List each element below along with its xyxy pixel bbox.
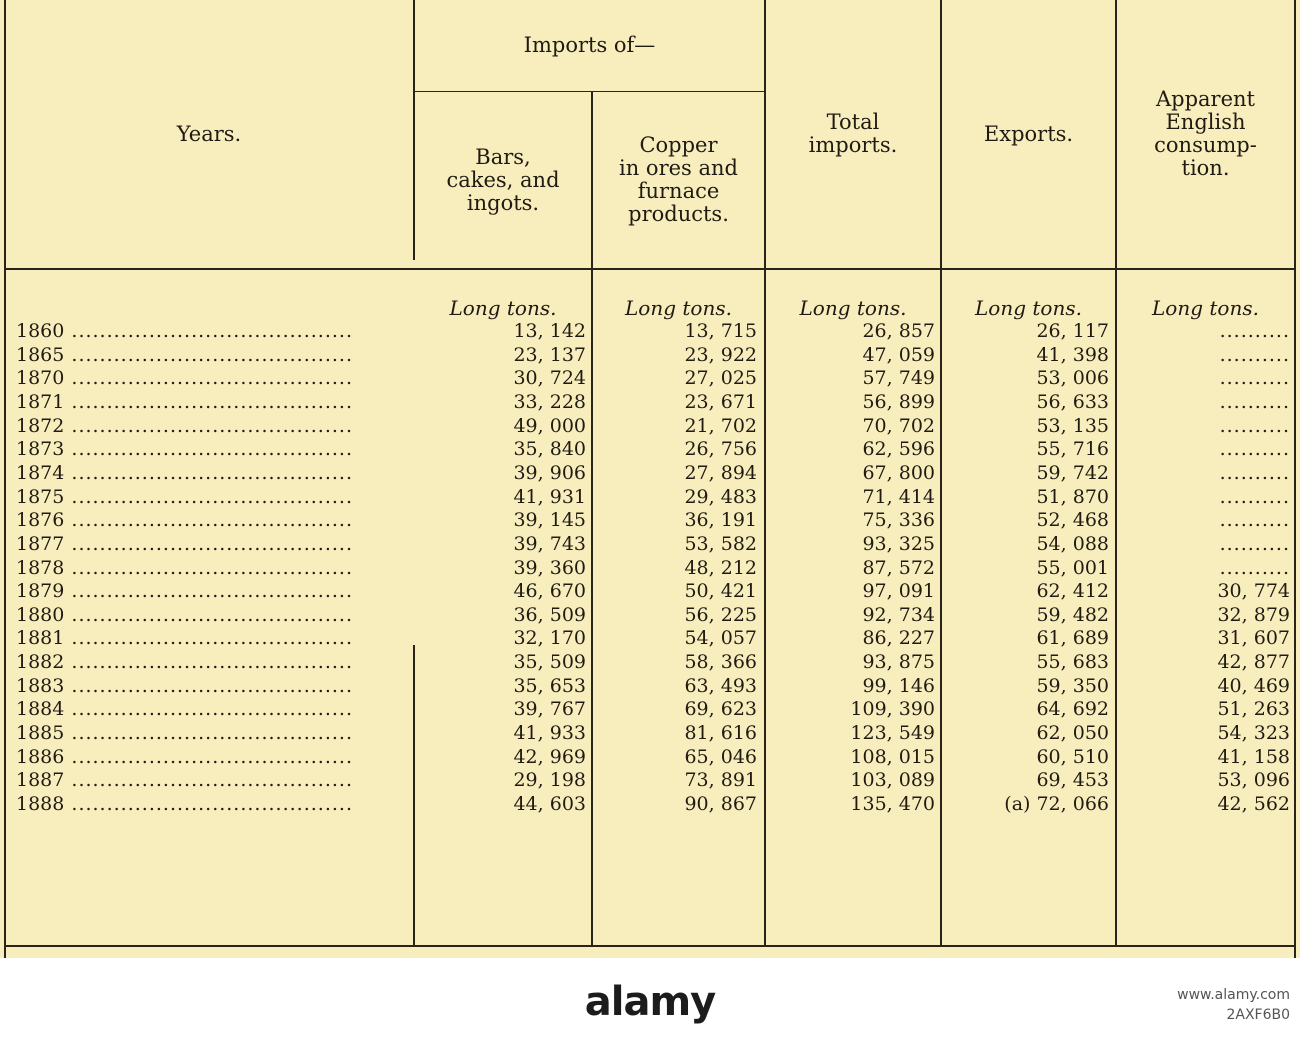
cell-bars: 39, 767 bbox=[513, 698, 586, 721]
cell-exports: 26, 117 bbox=[1036, 320, 1109, 342]
cell-copper: 23, 922 bbox=[684, 343, 757, 366]
table-row bbox=[0, 604, 1300, 628]
cell-exports: (a) 72, 066 bbox=[1004, 793, 1109, 815]
table-bottom-rule bbox=[4, 945, 1294, 947]
leader-dots: ........................................ bbox=[64, 461, 353, 484]
cell-bars: 39, 360 bbox=[513, 556, 586, 579]
cell-year bbox=[16, 509, 411, 533]
cell-exports: 53, 135 bbox=[1036, 414, 1109, 437]
cell-consumption: .......... bbox=[1219, 532, 1290, 555]
table-row bbox=[0, 462, 1300, 486]
cell-total: 75, 336 bbox=[862, 509, 935, 532]
header-total-line: Total bbox=[826, 110, 880, 134]
units-total: Long tons. bbox=[799, 296, 907, 320]
header-copper bbox=[593, 92, 764, 268]
cell-exports: 53, 006 bbox=[1036, 367, 1109, 390]
cell-exports: 64, 692 bbox=[1036, 698, 1109, 721]
year-value: 1872 bbox=[16, 414, 65, 437]
year-value: 1884 bbox=[16, 698, 65, 721]
cell-exports: 55, 716 bbox=[1036, 438, 1109, 461]
cell-exports: 55, 001 bbox=[1036, 556, 1109, 579]
cell-copper: 53, 582 bbox=[684, 532, 757, 555]
cell-consumption: .......... bbox=[1219, 485, 1290, 508]
cell-year bbox=[16, 557, 411, 581]
year-value: 1885 bbox=[16, 722, 65, 745]
leader-dots: ........................................ bbox=[64, 722, 353, 745]
leader-dots: ........................................ bbox=[64, 414, 353, 437]
cell-exports: 62, 412 bbox=[1036, 580, 1109, 603]
cell-consumption: 42, 877 bbox=[1217, 651, 1290, 674]
cell-year bbox=[16, 415, 411, 439]
cell-exports: 59, 350 bbox=[1036, 674, 1109, 697]
cell-year bbox=[16, 746, 411, 770]
table-row bbox=[0, 486, 1300, 510]
leader-dots: ........................................ bbox=[64, 627, 353, 650]
cell-total: 123, 549 bbox=[850, 722, 935, 745]
leader-dots: ........................................ bbox=[64, 674, 353, 697]
cell-exports: 41, 398 bbox=[1036, 343, 1109, 366]
cell-year bbox=[16, 722, 411, 746]
brand-logo: alamy bbox=[584, 978, 716, 1025]
year-value: 1871 bbox=[16, 390, 65, 413]
cell-consumption: 51, 263 bbox=[1217, 698, 1290, 721]
cell-total: 57, 749 bbox=[862, 367, 935, 390]
cell-bars: 36, 509 bbox=[513, 603, 586, 626]
cell-copper: 27, 025 bbox=[684, 367, 757, 390]
cell-copper: 63, 493 bbox=[684, 674, 757, 697]
cell-copper: 23, 671 bbox=[684, 390, 757, 413]
cell-consumption: .......... bbox=[1219, 343, 1290, 366]
leader-dots: ........................................ bbox=[64, 793, 353, 815]
leader-dots: ........................................ bbox=[64, 603, 353, 626]
cell-copper: 54, 057 bbox=[684, 627, 757, 650]
table-row bbox=[0, 509, 1300, 533]
cell-consumption: .......... bbox=[1219, 556, 1290, 579]
cell-year bbox=[16, 486, 411, 510]
cell-copper: 48, 212 bbox=[684, 556, 757, 579]
cell-year bbox=[16, 462, 411, 486]
year-value: 1870 bbox=[16, 367, 65, 390]
leader-dots: ........................................ bbox=[64, 651, 353, 674]
year-value: 1860 bbox=[16, 320, 65, 342]
cell-consumption: .......... bbox=[1219, 509, 1290, 532]
leader-dots: ........................................ bbox=[64, 320, 353, 342]
table-row bbox=[0, 367, 1300, 391]
cell-year bbox=[16, 793, 411, 817]
cell-bars: 41, 931 bbox=[513, 485, 586, 508]
year-value: 1886 bbox=[16, 745, 65, 768]
leader-dots: ........................................ bbox=[64, 580, 353, 603]
header-imports-label: Imports of— bbox=[523, 33, 656, 57]
cell-exports: 54, 088 bbox=[1036, 532, 1109, 555]
table-row bbox=[0, 746, 1300, 770]
cell-bars: 29, 198 bbox=[513, 769, 586, 792]
year-value: 1878 bbox=[16, 556, 65, 579]
cell-bars: 49, 000 bbox=[513, 414, 586, 437]
cell-year bbox=[16, 367, 411, 391]
cell-year bbox=[16, 769, 411, 793]
table-row bbox=[0, 675, 1300, 699]
cell-total: 87, 572 bbox=[862, 556, 935, 579]
cell-consumption: .......... bbox=[1219, 390, 1290, 413]
header-bars-line: ingots. bbox=[466, 190, 540, 215]
year-value: 1876 bbox=[16, 509, 65, 532]
cell-consumption: .......... bbox=[1219, 438, 1290, 461]
header-bars-line: cakes, and bbox=[446, 167, 560, 192]
year-value: 1873 bbox=[16, 438, 65, 461]
cell-total: 93, 875 bbox=[862, 651, 935, 674]
cell-total: 108, 015 bbox=[850, 745, 935, 768]
header-exports-label: Exports. bbox=[983, 121, 1074, 146]
year-value: 1874 bbox=[16, 461, 65, 484]
cell-consumption: 54, 323 bbox=[1217, 722, 1290, 745]
table-row bbox=[0, 344, 1300, 368]
cell-copper: 29, 483 bbox=[684, 485, 757, 508]
cell-consumption: .......... bbox=[1219, 414, 1290, 437]
cell-year bbox=[16, 698, 411, 722]
cell-copper: 26, 756 bbox=[684, 438, 757, 461]
leader-dots: ........................................ bbox=[64, 367, 353, 390]
table-row bbox=[0, 722, 1300, 746]
cell-bars: 39, 743 bbox=[513, 532, 586, 555]
cell-consumption: 40, 469 bbox=[1217, 674, 1290, 697]
table-row bbox=[0, 627, 1300, 651]
cell-total: 71, 414 bbox=[862, 485, 935, 508]
cell-bars: 30, 724 bbox=[513, 367, 586, 390]
cell-year bbox=[16, 320, 411, 344]
cell-exports: 61, 689 bbox=[1036, 627, 1109, 650]
cell-total: 97, 091 bbox=[862, 580, 935, 603]
cell-bars: 35, 509 bbox=[513, 651, 586, 674]
cell-bars: 42, 969 bbox=[513, 745, 586, 768]
cell-consumption: .......... bbox=[1219, 461, 1290, 484]
cell-copper: 58, 366 bbox=[684, 651, 757, 674]
cell-copper: 69, 623 bbox=[684, 698, 757, 721]
leader-dots: ........................................ bbox=[64, 745, 353, 768]
cell-total: 93, 325 bbox=[862, 532, 935, 555]
cell-year bbox=[16, 651, 411, 675]
cell-total: 109, 390 bbox=[850, 698, 935, 721]
table-row bbox=[0, 793, 1300, 817]
cell-exports: 51, 870 bbox=[1036, 485, 1109, 508]
cell-year bbox=[16, 344, 411, 368]
cell-total: 70, 702 bbox=[862, 414, 935, 437]
cell-exports: 59, 482 bbox=[1036, 603, 1109, 626]
cell-total: 62, 596 bbox=[862, 438, 935, 461]
year-value: 1879 bbox=[16, 580, 65, 603]
table-row bbox=[0, 438, 1300, 462]
cell-exports: 52, 468 bbox=[1036, 509, 1109, 532]
cell-bars: 32, 170 bbox=[513, 627, 586, 650]
cell-consumption: 41, 158 bbox=[1217, 745, 1290, 768]
cell-copper: 50, 421 bbox=[684, 580, 757, 603]
table-row bbox=[0, 557, 1300, 581]
year-value: 1877 bbox=[16, 532, 65, 555]
cell-bars: 46, 670 bbox=[513, 580, 586, 603]
cell-year bbox=[16, 391, 411, 415]
year-value: 1880 bbox=[16, 603, 65, 626]
cell-copper: 21, 702 bbox=[684, 414, 757, 437]
leader-dots: ........................................ bbox=[64, 485, 353, 508]
table-row bbox=[0, 698, 1300, 722]
units-bars: Long tons. bbox=[449, 296, 557, 320]
cell-total: 47, 059 bbox=[862, 343, 935, 366]
header-total-imports bbox=[766, 0, 940, 268]
cell-consumption: 53, 096 bbox=[1217, 769, 1290, 792]
header-years-label: Years. bbox=[176, 121, 242, 146]
cell-total: 99, 146 bbox=[862, 674, 935, 697]
stock-site: www.alamy.com bbox=[1177, 987, 1290, 1003]
header-total-line: imports. bbox=[808, 133, 898, 157]
leader-dots: ........................................ bbox=[64, 698, 353, 721]
cell-bars: 35, 653 bbox=[513, 674, 586, 697]
cell-exports: 56, 633 bbox=[1036, 390, 1109, 413]
table-row bbox=[0, 651, 1300, 675]
leader-dots: ........................................ bbox=[64, 509, 353, 532]
year-value: 1875 bbox=[16, 485, 65, 508]
year-value: 1881 bbox=[16, 627, 65, 650]
header-bars-line: Bars, bbox=[475, 144, 531, 169]
leader-dots: ........................................ bbox=[64, 532, 353, 555]
stock-code bbox=[1100, 985, 1290, 1045]
header-consumption bbox=[1117, 0, 1294, 268]
cell-bars: 39, 906 bbox=[513, 461, 586, 484]
cell-year bbox=[16, 438, 411, 462]
cell-year bbox=[16, 533, 411, 557]
header-copper-line: Copper bbox=[639, 133, 718, 157]
header-years bbox=[6, 0, 412, 268]
cell-year bbox=[16, 580, 411, 604]
units-copper: Long tons. bbox=[625, 296, 732, 320]
header-bars bbox=[415, 92, 591, 268]
header-consumption-line: English bbox=[1165, 110, 1246, 134]
cell-consumption: 30, 774 bbox=[1217, 580, 1290, 603]
header-exports bbox=[942, 0, 1115, 268]
cell-consumption: 31, 607 bbox=[1217, 627, 1290, 650]
header-copper-line: furnace bbox=[637, 179, 720, 203]
cell-total: 92, 734 bbox=[862, 603, 935, 626]
header-consumption-line: consump- bbox=[1154, 133, 1257, 157]
cell-consumption: 42, 562 bbox=[1217, 793, 1290, 815]
cell-consumption: 32, 879 bbox=[1217, 603, 1290, 626]
cell-bars: 33, 228 bbox=[513, 390, 586, 413]
cell-year bbox=[16, 604, 411, 628]
year-value: 1887 bbox=[16, 769, 65, 792]
cell-year bbox=[16, 675, 411, 699]
cell-bars: 39, 145 bbox=[513, 509, 586, 532]
units-exports: Long tons. bbox=[975, 296, 1082, 320]
cell-copper: 65, 046 bbox=[684, 745, 757, 768]
cell-exports: 60, 510 bbox=[1036, 745, 1109, 768]
cell-year bbox=[16, 627, 411, 651]
cell-total: 135, 470 bbox=[850, 793, 935, 815]
year-value: 1883 bbox=[16, 674, 65, 697]
cell-copper: 27, 894 bbox=[684, 461, 757, 484]
cell-copper: 81, 616 bbox=[684, 722, 757, 745]
header-copper-line: in ores and bbox=[619, 156, 738, 180]
cell-bars: 23, 137 bbox=[513, 343, 586, 366]
cell-total: 86, 227 bbox=[862, 627, 935, 650]
year-value: 1888 bbox=[16, 793, 65, 815]
year-value: 1865 bbox=[16, 343, 65, 366]
table-row bbox=[0, 769, 1300, 793]
header-imports-group bbox=[415, 0, 764, 91]
leader-dots: ........................................ bbox=[64, 438, 353, 461]
cell-bars: 13, 142 bbox=[513, 320, 586, 342]
cell-bars: 35, 840 bbox=[513, 438, 586, 461]
cell-copper: 36, 191 bbox=[684, 509, 757, 532]
table-row bbox=[0, 320, 1300, 344]
cell-exports: 69, 453 bbox=[1036, 769, 1109, 792]
leader-dots: ........................................ bbox=[64, 343, 353, 366]
cell-exports: 59, 742 bbox=[1036, 461, 1109, 484]
stock-id: 2AXF6B0 bbox=[1226, 1007, 1290, 1023]
cell-consumption: .......... bbox=[1219, 320, 1290, 342]
leader-dots: ........................................ bbox=[64, 556, 353, 579]
leader-dots: ........................................ bbox=[64, 390, 353, 413]
header-consumption-line: tion. bbox=[1181, 156, 1230, 180]
cell-total: 67, 800 bbox=[862, 461, 935, 484]
header-copper-line: products. bbox=[628, 202, 729, 226]
cell-bars: 41, 933 bbox=[513, 722, 586, 745]
header-consumption-line: Apparent bbox=[1155, 87, 1255, 111]
leader-dots: ........................................ bbox=[64, 769, 353, 792]
cell-copper: 73, 891 bbox=[684, 769, 757, 792]
units-consumption: Long tons. bbox=[1152, 296, 1259, 320]
cell-total: 56, 899 bbox=[862, 390, 935, 413]
cell-bars: 44, 603 bbox=[513, 793, 586, 815]
year-value: 1882 bbox=[16, 651, 65, 674]
cell-consumption: .......... bbox=[1219, 367, 1290, 390]
cell-exports: 55, 683 bbox=[1036, 651, 1109, 674]
cell-total: 103, 089 bbox=[850, 769, 935, 792]
table-row bbox=[0, 415, 1300, 439]
table-row bbox=[0, 391, 1300, 415]
cell-total: 26, 857 bbox=[862, 320, 935, 342]
cell-exports: 62, 050 bbox=[1036, 722, 1109, 745]
table-row bbox=[0, 580, 1300, 604]
cell-copper: 13, 715 bbox=[684, 320, 757, 342]
header-bottom-rule bbox=[4, 268, 1294, 270]
cell-copper: 56, 225 bbox=[684, 603, 757, 626]
cell-copper: 90, 867 bbox=[684, 793, 757, 815]
table-row bbox=[0, 533, 1300, 557]
